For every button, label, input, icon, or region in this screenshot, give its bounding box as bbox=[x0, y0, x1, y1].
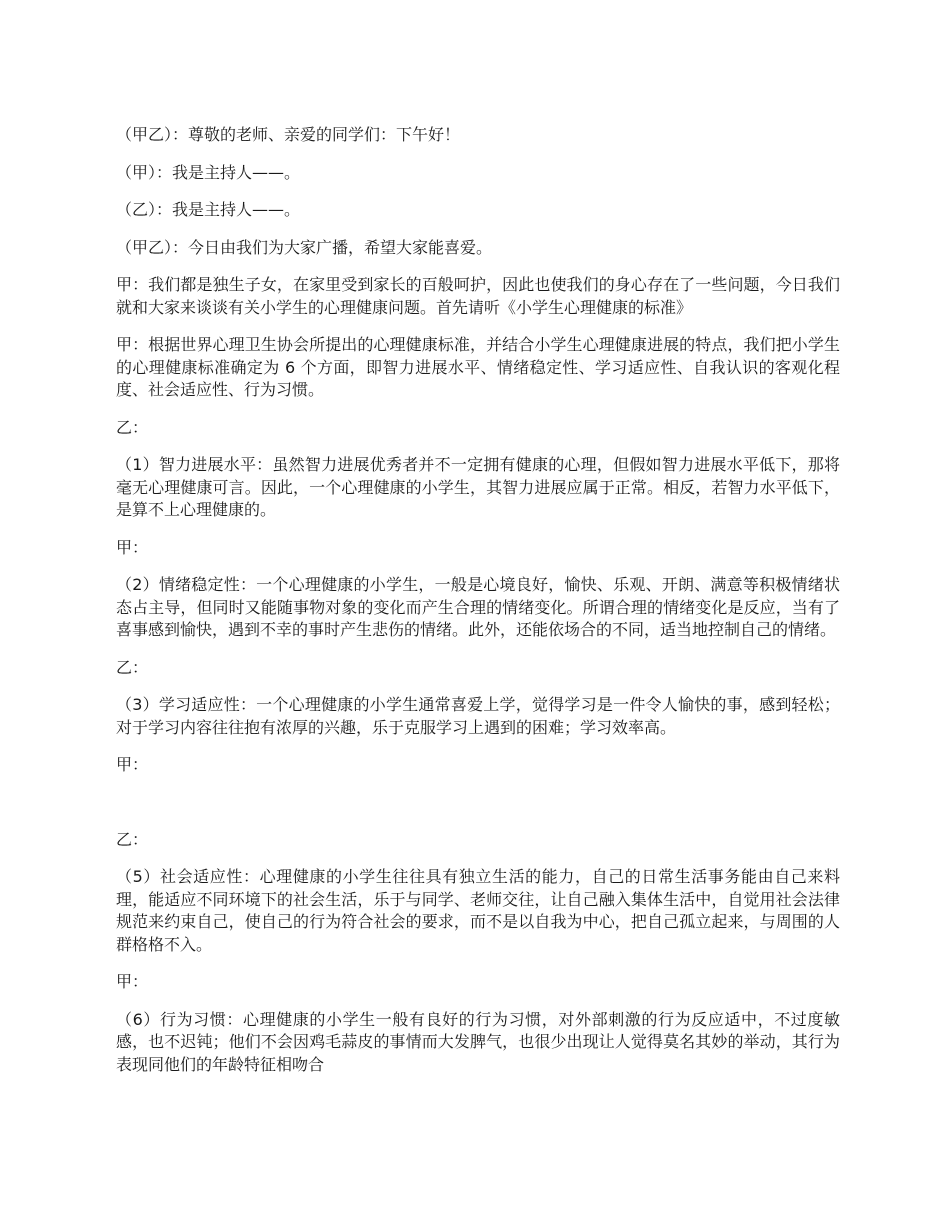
intelligence-paragraph: （1）智力进展水平：虽然智力进展优秀者并不一定拥有健康的心理，但假如智力进展水平低下，那将毫无心理健康可言。因此，一个心理健康的小学生，其智力进展应属于正常。相反，若智力水平低下，是算不上心理健康的。 bbox=[116, 455, 840, 519]
host-a-line: （甲）：我是主持人——。 bbox=[116, 162, 301, 182]
greeting-line: （甲乙）：尊敬的老师、亲爱的同学们：下午好！ bbox=[116, 125, 461, 144]
speaker-b-label: 乙： bbox=[116, 657, 149, 677]
document-body bbox=[116, 124, 840, 1091]
speaker-a-label: 甲： bbox=[116, 972, 149, 991]
blank-gap bbox=[116, 792, 840, 829]
standards-overview-paragraph: 甲：根据世界心理卫生协会所提出的心理健康标准，并结合小学生心理健康进展的特点，我们把小学生的心理健康标准确定为 6 个方面，即智力进展水平、情绪稳定性、学习适应性、自我认识的客观化程度、社会适应性、行为习惯。 bbox=[116, 335, 840, 399]
social-adaptability-paragraph: （5）社会适应性：心理健康的小学生往往具有独立生活的能力，自己的日常生活事务能由自己来料理，能适应不同环境下的社会生活，乐于与同学、老师交往，让自己融入集体生活中，自觉用社会法律规范来约束自己，使自己的行为符合社会的要求，而不是以自我为中心，把自己孤立起来，与周围的人群格格不入。 bbox=[116, 867, 840, 954]
host-b-line: （乙）：我是主持人——。 bbox=[116, 200, 301, 219]
learning-adaptability-paragraph: （3）学习适应性：一个心理健康的小学生通常喜爱上学，觉得学习是一件令人愉快的事，感到轻松；对于学习内容往往抱有浓厚的兴趣，乐于克服学习上遇到的困难；学习效率高。 bbox=[116, 695, 840, 737]
topic-intro-paragraph: 甲：我们都是独生子女，在家里受到家长的百般呵护，因此也使我们的身心存在了一些问题，今日我们就和大家来谈谈有关小学生的心理健康问题。首先请听《小学生心理健康的标准》 bbox=[116, 275, 840, 317]
speaker-a-label: 甲： bbox=[116, 537, 149, 557]
speaker-b-label: 乙： bbox=[116, 417, 149, 437]
emotional-stability-paragraph: （2）情绪稳定性：一个心理健康的小学生，一般是心境良好，愉快、乐观、开朗、满意等积极情绪状态占主导，但同时又能随事物对象的变化而产生合理的情绪变化。所谓合理的情绪变化是反应，当有了喜事感到愉快，遇到不幸的事时产生悲伤的情绪。此外，还能依场合的不同，适当地控制自己的情绪。 bbox=[116, 575, 840, 639]
speaker-b-label: 乙： bbox=[116, 829, 149, 849]
behavior-habits-paragraph: （6）行为习惯：心理健康的小学生一般有良好的行为习惯，对外部刺激的行为反应适中，不过度敏感，也不迟钝；他们不会因鸡毛蒜皮的事情而大发脾气，也很少出现让人觉得莫名其妙的举动，其行为表现同他们的年龄特征相吻合 bbox=[116, 1009, 840, 1074]
broadcast-intro-line: （甲乙）：今日由我们为大家广播，希望大家能喜爱。 bbox=[116, 237, 493, 257]
speaker-a-label: 甲： bbox=[116, 755, 149, 774]
